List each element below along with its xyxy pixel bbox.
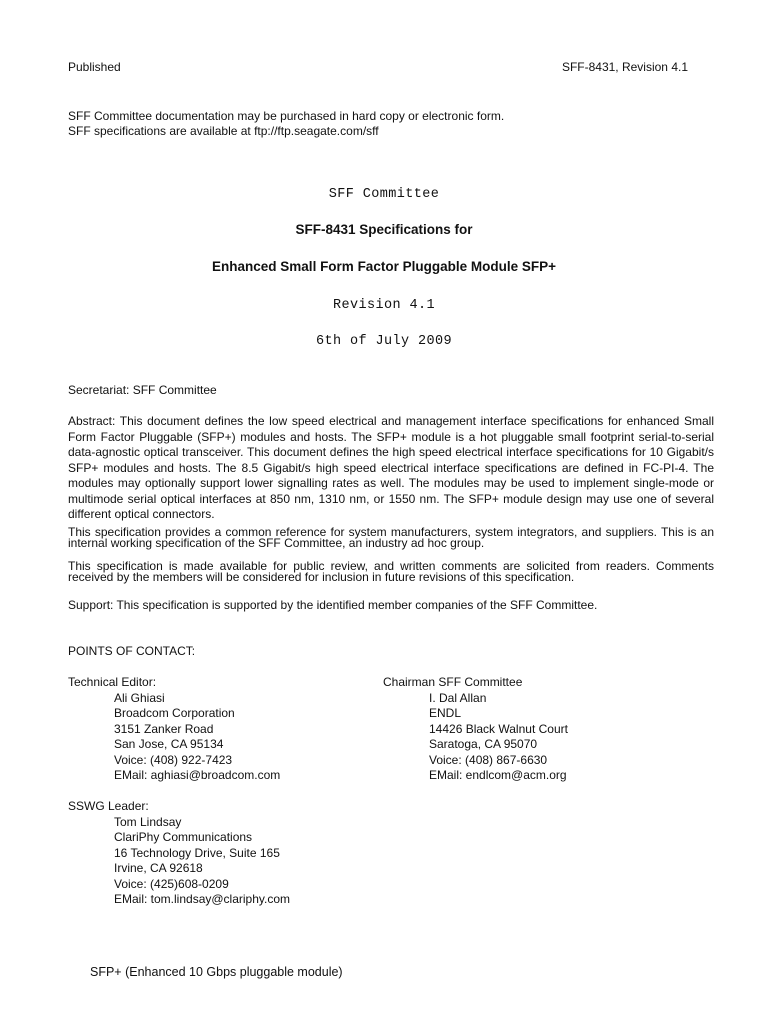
contact-chairman <box>383 675 568 784</box>
contact-email: EMail: endlcom@acm.org <box>429 768 567 782</box>
revision: Revision 4.1 <box>332 298 436 313</box>
figure-caption: SFP+ (Enhanced 10 Gbps pluggable module) <box>90 965 343 979</box>
review-paragraph: This specification is made available for public review, and written comments are solicited from readers. Comments received by the members will be considered for inclusion in future revisions of this specification. <box>68 559 714 584</box>
contact-name: Tom Lindsay <box>114 814 182 829</box>
contact-email: EMail: tom.lindsay@clariphy.com <box>114 892 291 906</box>
committee-name: SFF Committee <box>328 187 440 202</box>
contact-technical-editor <box>68 675 280 784</box>
contact-city: Saratoga, CA 95070 <box>429 737 538 751</box>
reference-paragraph: This specification provides a common reference for system manufacturers, system integrators, and suppliers. This is an internal working specification of the SFF Committee, an industry ad hoc group. <box>68 525 714 550</box>
contact-street: 14426 Black Walnut Court <box>429 721 568 736</box>
contacts-heading: POINTS OF CONTACT: <box>68 644 196 658</box>
contact-role: Technical Editor: <box>68 675 157 689</box>
contact-company: Broadcom Corporation <box>114 706 235 720</box>
document-title-line-2: Enhanced Small Form Factor Pluggable Module SFP+ <box>212 259 556 274</box>
contact-city: Irvine, CA 92618 <box>114 861 203 875</box>
contact-street: 3151 Zanker Road <box>114 721 214 736</box>
contact-company: ENDL <box>429 706 462 720</box>
availability-line-1: SFF Committee documentation may be purchased in hard copy or electronic form. <box>68 109 505 123</box>
document-title-line-1: SFF-8431 Specifications for <box>295 222 473 237</box>
contact-voice: Voice: (408) 922-7423 <box>114 752 233 767</box>
contact-email: EMail: aghiasi@broadcom.com <box>114 768 281 782</box>
secretariat: Secretariat: SFF Committee <box>68 383 217 397</box>
contact-city: San Jose, CA 95134 <box>114 737 224 751</box>
contact-street: 16 Technology Drive, Suite 165 <box>114 845 280 860</box>
contact-sswg-leader <box>68 799 290 908</box>
contact-role: Chairman SFF Committee <box>383 675 523 689</box>
header-doc-id: SFF-8431, Revision 4.1 <box>561 60 688 74</box>
availability-line-2: SFF specifications are available at ftp://ftp.seagate.com/sff <box>68 124 379 138</box>
support-statement: Support: This specification is supported by the identified member companies of the SFF Committee. <box>68 598 598 612</box>
contact-voice: Voice: (425)608-0209 <box>114 876 229 891</box>
header-status: Published <box>68 60 121 74</box>
contact-name: Ali Ghiasi <box>114 690 165 705</box>
contact-voice: Voice: (408) 867-6630 <box>429 752 548 767</box>
publication-date: 6th of July 2009 <box>315 334 453 349</box>
contact-role: SSWG Leader: <box>68 799 149 813</box>
abstract-paragraph: Abstract: This document defines the low speed electrical and management interface specifications for enhanced Small Form Factor Pluggable (SFP+) modules and hosts. The SFP+ module is a hot pluggable small footprint serial-to-serial data-agnostic optical transceiver. This document defines the high speed electrical interface specifications for 10 Gigabit/s SFP+ modules and hosts. The 8.5 Gigabit/s high speed electrical interface specifications are defined in FC-PI-4. The modules may optionally support lower signalling rates as well. The modules may be used to implement single-mode or multimode serial optical interfaces at 850 nm, 1310 nm, or 1550 nm. The SFP+ module design may use one of several different optical connectors. <box>68 414 714 521</box>
contact-name: I. Dal Allan <box>429 690 487 705</box>
contact-company: ClariPhy Communications <box>114 830 253 844</box>
